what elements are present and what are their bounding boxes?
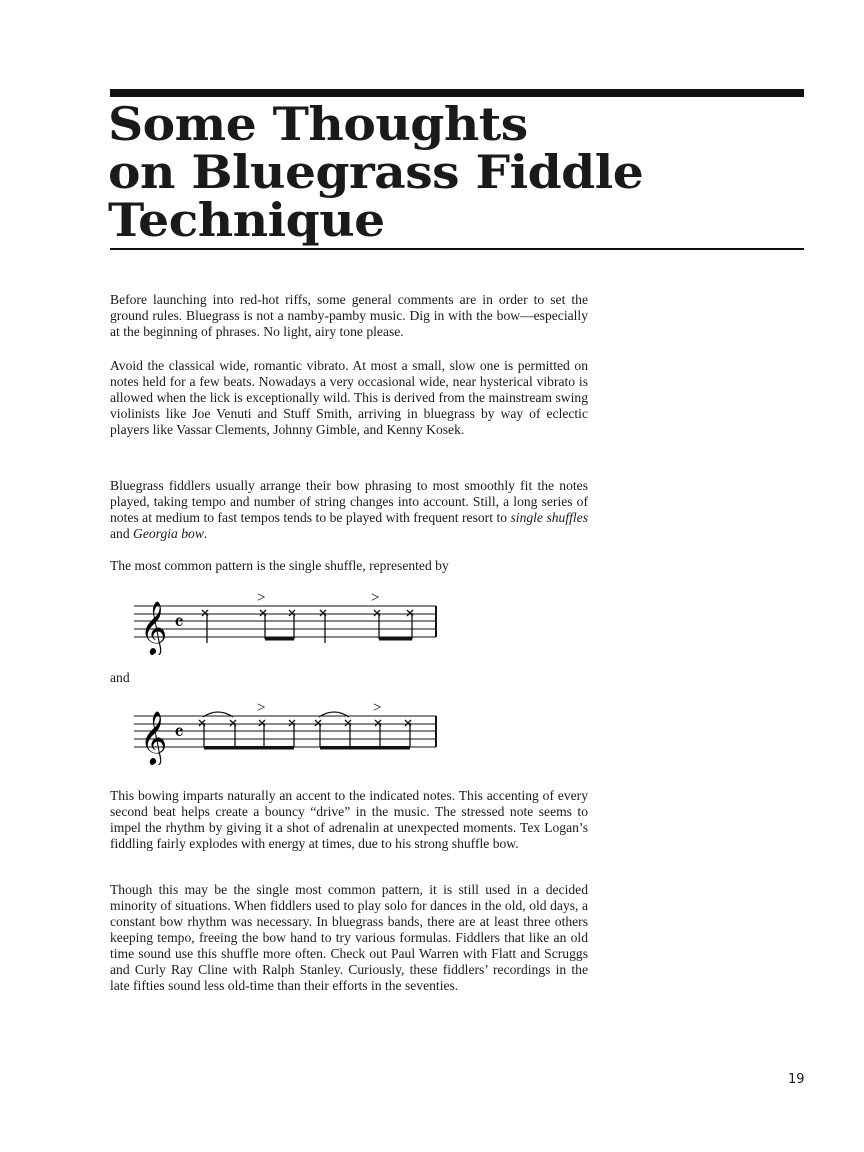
text: and	[110, 526, 134, 541]
page-title	[108, 97, 850, 247]
accent-mark: >	[373, 700, 382, 716]
page-number: 19	[788, 1072, 805, 1087]
beam	[265, 637, 294, 641]
music-example-georgia-bow	[110, 695, 450, 765]
title-line: on Bluegrass Fiddle	[108, 145, 644, 199]
treble-clef-icon: 𝄞	[140, 710, 168, 764]
paragraph-4: The most common pattern is the single shuffle, represented by	[110, 558, 449, 573]
treble-clef-icon: 𝄞	[140, 600, 168, 654]
cut-time-icon: 𝄴	[174, 611, 184, 636]
accent-mark: >	[257, 700, 266, 716]
title-line: Some Thoughts	[108, 97, 528, 151]
title-rule	[110, 248, 804, 250]
accent-mark: >	[371, 590, 380, 606]
title-line: Technique	[108, 193, 385, 247]
term-single-shuffles: single shuffles	[510, 510, 588, 525]
beam	[204, 746, 294, 750]
paragraph-2: Avoid the classical wide, romantic vibrato. At most a small, slow one is permitted on notes held for a few beats. Nowadays a very occasional wide, near hysterical vibrato is allowed when the lick is exceptionally wild. This is derived from the mainstream swing violinists like Joe Venuti and Stuff Smith, arriving in bluegrass by way of eclectic players like Vassar Clements, Johnny Gimble, and Kenny Kosek.	[110, 358, 588, 437]
beam	[320, 746, 410, 750]
paragraph-6: Though this may be the single most common pattern, it is still used in a decided minority of situations. When fiddlers used to play solo for dances in the old, old days, a constant bow rhythm was necessary. In bluegrass bands, there are at least three others keeping tempo, freeing the bow hand to try various formulas. Fiddlers that like an old time sound use this shuffle more often. Check out Paul Warren with Flatt and Scruggs and Curly Ray Cline with Ralph Stanley. Curiously, these fiddlers’ recordings in the late fifties sound less old-time than their efforts in the seventies.	[110, 882, 588, 993]
paragraph-3	[110, 478, 588, 542]
paragraph-1: Before launching into red-hot riffs, some general comments are in order to set the ground rules. Bluegrass is not a namby-pamby music. Dig in with the bow—especially at the beginning of phrases. No light, airy tone please.	[110, 292, 588, 339]
top-heavy-rule	[110, 89, 804, 97]
text: Bluegrass fiddlers usually arrange their bow phrasing to most smoothly fit the notes played, taking tempo and number of string changes into account. Still, a long series of notes at medium to fast tempos tends to be played with frequent resort to	[110, 478, 588, 525]
paragraph-5: This bowing imparts naturally an accent to the indicated notes. This accenting of every second beat helps create a bouncy “drive” in the music. The stressed note seems to impel the rhythm by giving it a shot of adrenalin at unexpected moments. Tex Logan’s fiddling fairly explodes with energy at times, due to his strong shuffle bow.	[110, 788, 588, 851]
beam	[379, 637, 412, 641]
and-text: and	[110, 670, 130, 685]
accent-mark: >	[257, 590, 266, 606]
music-example-single-shuffle	[110, 585, 450, 655]
x-noteheads	[199, 712, 411, 747]
cut-time-icon: 𝄴	[174, 721, 184, 746]
term-georgia-bow: Georgia bow	[133, 526, 204, 541]
text: .	[203, 526, 208, 541]
